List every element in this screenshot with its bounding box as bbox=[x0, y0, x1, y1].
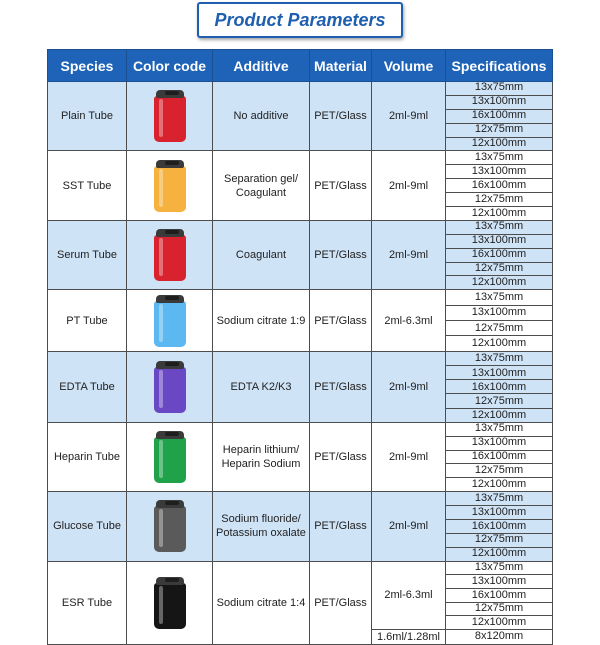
table-row bbox=[48, 561, 553, 575]
color-code-cell bbox=[127, 290, 213, 352]
edta-tube-icon bbox=[154, 361, 186, 413]
specification-cell: 13x100mm bbox=[446, 436, 553, 450]
specification-cell: 12x100mm bbox=[446, 276, 553, 290]
species-cell: Plain Tube bbox=[48, 82, 127, 151]
plain-tube-icon bbox=[154, 90, 186, 142]
volume-cell: 2ml-9ml bbox=[372, 82, 446, 151]
color-code-cell bbox=[127, 492, 213, 561]
volume-cell: 2ml-9ml bbox=[372, 492, 446, 561]
specification-cell: 16x100mm bbox=[446, 589, 553, 603]
table-row bbox=[48, 351, 553, 365]
table-row bbox=[48, 82, 553, 96]
color-code-cell bbox=[127, 220, 213, 289]
header-material: Material bbox=[310, 50, 372, 82]
volume-cell: 2ml-9ml bbox=[372, 422, 446, 491]
specification-cell: 16x100mm bbox=[446, 450, 553, 464]
specification-cell: 12x75mm bbox=[446, 262, 553, 276]
specification-cell: 12x75mm bbox=[446, 533, 553, 547]
specification-cell: 12x75mm bbox=[446, 394, 553, 408]
material-cell: PET/Glass bbox=[310, 492, 372, 561]
species-cell: Serum Tube bbox=[48, 220, 127, 289]
specification-cell: 13x75mm bbox=[446, 561, 553, 575]
glucose-tube-icon bbox=[154, 500, 186, 552]
header-row bbox=[48, 50, 553, 82]
additive-cell: Coagulant bbox=[213, 220, 310, 289]
specification-cell: 16x100mm bbox=[446, 109, 553, 123]
specification-cell: 12x100mm bbox=[446, 336, 553, 351]
specification-cell: 13x75mm bbox=[446, 422, 553, 436]
material-cell: PET/Glass bbox=[310, 561, 372, 644]
header-additive: Additive bbox=[213, 50, 310, 82]
specification-cell: 12x75mm bbox=[446, 602, 553, 616]
table-row bbox=[48, 422, 553, 436]
specification-cell: 12x100mm bbox=[446, 478, 553, 492]
page-title: Product Parameters bbox=[214, 10, 386, 30]
volume-cell-secondary: 1.6ml/1.28ml bbox=[372, 629, 446, 644]
header-color-code: Color code bbox=[127, 50, 213, 82]
specification-cell: 13x100mm bbox=[446, 575, 553, 589]
sst-tube-icon bbox=[154, 160, 186, 212]
specification-cell: 12x75mm bbox=[446, 193, 553, 207]
material-cell: PET/Glass bbox=[310, 422, 372, 491]
additive-cell: No additive bbox=[213, 82, 310, 151]
specification-cell: 13x100mm bbox=[446, 95, 553, 109]
additive-cell: Sodium citrate 1:9 bbox=[213, 290, 310, 352]
specification-cell: 12x100mm bbox=[446, 207, 553, 221]
specification-cell: 12x100mm bbox=[446, 616, 553, 630]
specification-cell: 12x100mm bbox=[446, 547, 553, 561]
specification-cell: 16x100mm bbox=[446, 248, 553, 262]
specification-cell: 16x100mm bbox=[446, 380, 553, 394]
header-species: Species bbox=[48, 50, 127, 82]
header-specifications: Specifications bbox=[446, 50, 553, 82]
material-cell: PET/Glass bbox=[310, 220, 372, 289]
title-banner bbox=[0, 0, 600, 46]
specification-cell: 13x100mm bbox=[446, 366, 553, 380]
pt-tube-icon bbox=[154, 295, 186, 347]
material-cell: PET/Glass bbox=[310, 82, 372, 151]
additive-cell: Heparin lithium/ Heparin Sodium bbox=[213, 422, 310, 491]
specification-cell: 13x75mm bbox=[446, 492, 553, 506]
parameters-table bbox=[47, 49, 553, 645]
volume-cell: 2ml-9ml bbox=[372, 351, 446, 422]
additive-cell: Separation gel/ Coagulant bbox=[213, 151, 310, 220]
specification-cell: 12x100mm bbox=[446, 137, 553, 151]
additive-cell: Sodium citrate 1:4 bbox=[213, 561, 310, 644]
specification-cell: 13x100mm bbox=[446, 506, 553, 520]
specification-cell: 16x100mm bbox=[446, 179, 553, 193]
species-cell: Heparin Tube bbox=[48, 422, 127, 491]
specification-cell: 13x75mm bbox=[446, 82, 553, 96]
title-box bbox=[197, 2, 403, 38]
species-cell: Glucose Tube bbox=[48, 492, 127, 561]
color-code-cell bbox=[127, 422, 213, 491]
table-row bbox=[48, 492, 553, 506]
specification-cell: 16x100mm bbox=[446, 520, 553, 534]
species-cell: PT Tube bbox=[48, 290, 127, 352]
additive-cell: Sodium fluoride/ Potassium oxalate bbox=[213, 492, 310, 561]
volume-cell: 2ml-6.3ml bbox=[372, 561, 446, 629]
additive-cell: EDTA K2/K3 bbox=[213, 351, 310, 422]
volume-cell: 2ml-9ml bbox=[372, 151, 446, 220]
specification-cell: 13x100mm bbox=[446, 305, 553, 320]
table-row bbox=[48, 151, 553, 165]
specification-cell: 13x100mm bbox=[446, 234, 553, 248]
specification-cell: 13x100mm bbox=[446, 165, 553, 179]
species-cell: SST Tube bbox=[48, 151, 127, 220]
table-row bbox=[48, 220, 553, 234]
specification-cell: 13x75mm bbox=[446, 220, 553, 234]
specification-cell: 12x75mm bbox=[446, 464, 553, 478]
specification-cell: 8x120mm bbox=[446, 629, 553, 644]
specification-cell: 13x75mm bbox=[446, 351, 553, 365]
table-row bbox=[48, 290, 553, 305]
specification-cell: 12x75mm bbox=[446, 123, 553, 137]
specification-cell: 12x75mm bbox=[446, 321, 553, 336]
heparin-tube-icon bbox=[154, 431, 186, 483]
species-cell: ESR Tube bbox=[48, 561, 127, 644]
specification-cell: 12x100mm bbox=[446, 408, 553, 422]
header-volume: Volume bbox=[372, 50, 446, 82]
material-cell: PET/Glass bbox=[310, 290, 372, 352]
specification-cell: 13x75mm bbox=[446, 290, 553, 305]
material-cell: PET/Glass bbox=[310, 151, 372, 220]
esr-tube-icon bbox=[154, 577, 186, 629]
volume-cell: 2ml-6.3ml bbox=[372, 290, 446, 352]
color-code-cell bbox=[127, 82, 213, 151]
color-code-cell bbox=[127, 561, 213, 644]
color-code-cell bbox=[127, 151, 213, 220]
material-cell: PET/Glass bbox=[310, 351, 372, 422]
serum-tube-icon bbox=[154, 229, 186, 281]
volume-cell: 2ml-9ml bbox=[372, 220, 446, 289]
color-code-cell bbox=[127, 351, 213, 422]
table-body bbox=[48, 82, 553, 645]
species-cell: EDTA Tube bbox=[48, 351, 127, 422]
specification-cell: 13x75mm bbox=[446, 151, 553, 165]
